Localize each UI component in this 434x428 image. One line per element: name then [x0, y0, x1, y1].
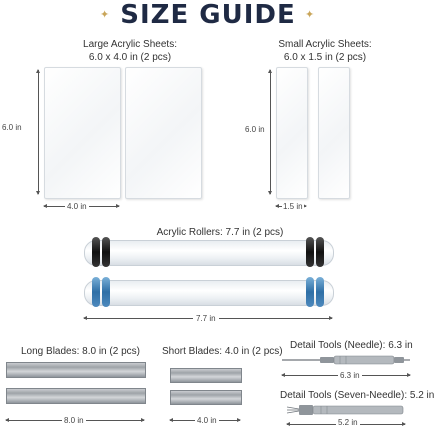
needle-tool-icon [280, 352, 412, 368]
large-sheets-size: 6.0 x 4.0 in (2 pcs) [88, 52, 172, 63]
small-sheets-size: 6.0 x 1.5 in (2 pcs) [283, 52, 367, 63]
long-blade-length-dim: 8.0 in [64, 416, 84, 425]
large-height-arrow [38, 70, 39, 194]
roller-ring-black [102, 237, 110, 267]
roller-ring-blue [306, 277, 314, 307]
small-sheets-label: Small Acrylic Sheets: [278, 39, 372, 50]
small-width-dim: 1.5 in [283, 202, 303, 211]
short-blade [170, 390, 242, 405]
roller-ring-blue [92, 277, 100, 307]
needle-length-dim: 6.3 in [340, 371, 360, 380]
needle-tool-label: Detail Tools (Needle): 6.3 in [290, 340, 413, 351]
roller-ring-blue [102, 277, 110, 307]
seven-needle-tool-icon [285, 402, 411, 418]
short-blades-label: Short Blades: 4.0 in (2 pcs) [162, 346, 283, 357]
acrylic-roller [84, 280, 334, 306]
small-height-arrow [270, 70, 271, 194]
acrylic-roller [84, 240, 334, 266]
large-acrylic-sheet [44, 67, 121, 199]
roller-ring-black [316, 237, 324, 267]
roller-length-dim: 7.7 in [193, 314, 219, 324]
seven-needle-length-dim: 5.2 in [338, 418, 358, 427]
seven-needle-tool-label: Detail Tools (Seven-Needle): 5.2 in [280, 390, 434, 401]
long-blade [6, 388, 146, 404]
long-blade [6, 362, 146, 378]
small-acrylic-sheet [318, 67, 350, 199]
short-blade-length-dim: 4.0 in [197, 416, 217, 425]
large-sheets-label: Large Acrylic Sheets: [83, 39, 177, 50]
short-blade [170, 368, 242, 383]
sparkle-icon: ✦ [100, 9, 110, 21]
roller-ring-blue [316, 277, 324, 307]
title-bar [0, 0, 416, 30]
large-height-dim: 6.0 in [2, 123, 22, 132]
page-title: SIZE GUIDE [120, 0, 296, 30]
large-acrylic-sheet [125, 67, 202, 199]
small-height-dim: 6.0 in [245, 125, 265, 134]
sparkle-icon: ✦ [305, 9, 315, 21]
large-width-dim: 4.0 in [67, 202, 87, 211]
long-blades-label: Long Blades: 8.0 in (2 pcs) [21, 346, 140, 357]
rollers-label: Acrylic Rollers: 7.7 in (2 pcs) [156, 227, 284, 238]
roller-ring-black [92, 237, 100, 267]
small-acrylic-sheet [276, 67, 308, 199]
roller-ring-black [306, 237, 314, 267]
